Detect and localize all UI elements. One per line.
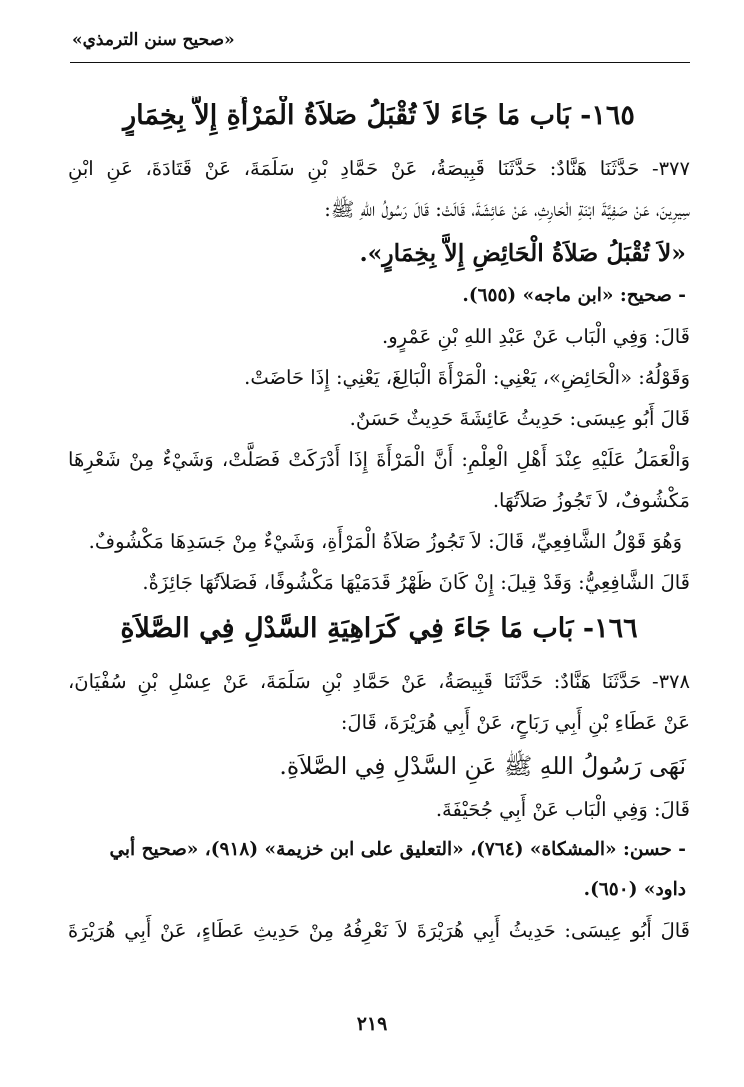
note-377-1: قَالَ: وَفِي الْبَاب عَنْ عَبْدِ اللهِ بْنِ عَمْرٍو.	[382, 325, 690, 348]
isnad-377-line-1: ٣٧٧- حَدَّثَنَا هَنَّادٌ: حَدَّثَنَا قَبِيصَةُ، عَنْ حَمَّادِ بْنِ سَلَمَةَ، عَنْ قَتَادَةَ، عَنِ ابْنِ	[68, 157, 690, 180]
running-title: «صحيح سنن الترمذي»	[72, 30, 235, 50]
matn-378: نَهَى رَسُولُ اللهِ ﷺ عَنِ السَّدْلِ فِي الصَّلاَةِ.	[279, 752, 686, 780]
abu-isa-378: قَالَ أَبُو عِيسَى: حَدِيثُ أَبِي هُرَيْرَةَ لاَ نَعْرِفُهُ مِنْ حَدِيثِ عَطَاءٍ، عَنْ أَبِي هُرَيْرَةَ	[68, 919, 690, 942]
fiqh-377-line-1: وَالْعَمَلُ عَلَيْهِ عِنْدَ أَهْلِ الْعِلْمِ: أَنَّ الْمَرْأَةَ إِذَا أَدْرَكَتْ فَصَلَّتْ، وَشَيْءٌ مِنْ شَعْرِهَا	[68, 448, 690, 471]
page-content	[68, 92, 690, 951]
header-rule	[70, 62, 690, 63]
grade-378-line-1: - حسن: «المشكاة» (٧٦٤)، «التعليق على ابن خزيمة» (٩١٨)، «صحيح أبي	[109, 839, 686, 860]
isnad-377-line-2: سِيرِينَ، عَنْ صَفِيَّةَ ابْنَةِ الْحَارِثِ، عَنْ عَائِشَةَ، قَالَتْ: قَالَ رَسُولُ اللهِ ﷺ:	[324, 198, 690, 221]
shafii-377-line-1: وَهُوَ قَوْلُ الشَّافِعِيِّ، قَالَ: لاَ تَجُوزُ صَلاَةُ الْمَرْأَةِ، وَشَيْءٌ مِنْ جَسَدِهَا مَكْشُوفٌ.	[88, 530, 682, 553]
isnad-378-line-2: عَنْ عَطَاءِ بْنِ أَبِي رَبَاحٍ، عَنْ أَبِي هُرَيْرَةَ، قَالَ:	[340, 711, 690, 734]
isnad-378-line-1: ٣٧٨- حَدَّثَنَا هَنَّادٌ: حَدَّثَنَا قَبِيصَةُ، عَنْ حَمَّادِ بْنِ سَلَمَةَ، عَنْ عِسْلِ بْنِ سُفْيَانَ،	[68, 670, 690, 693]
note-377-3: قَالَ أَبُو عِيسَى: حَدِيثُ عَائِشَةَ حَدِيثٌ حَسَنٌ.	[349, 407, 690, 430]
chapter-heading-166: ١٦٦- بَاب مَا جَاءَ فِي كَرَاهِيَةِ السَّدْلِ فِي الصَّلاَةِ	[120, 613, 638, 644]
grade-377: - صحيح: «ابن ماجه» (٦٥٥).	[462, 285, 686, 306]
note-377-2: وَقَوْلُهُ: «الْحَائِضِ»، يَعْنِي: الْمَرْأَةَ الْبَالِغَ، يَعْنِي: إِذَا حَاضَتْ.	[244, 366, 690, 389]
chapter-heading-165: ١٦٥- بَاب مَا جَاءَ لاَ تُقْبَلُ صَلاَةُ الْمَرْأَةِ إِلاَّ بِخِمَارٍ	[123, 100, 635, 131]
fiqh-377-line-2: مَكْشُوفٌ، لاَ تَجُوزُ صَلاَتُهَا.	[492, 489, 690, 512]
grade-378-line-2: داود» (٦٥٠).	[583, 879, 686, 900]
page-number: ٢١٩	[356, 1013, 388, 1035]
shafii-377-line-2: قَالَ الشَّافِعِيُّ: وَقَدْ قِيلَ: إِنْ كَانَ ظَهْرُ قَدَمَيْهَا مَكْشُوفًا، فَصَلاَتُهَا جَائِزَةٌ.	[142, 571, 690, 594]
matn-377: «لاَ تُقْبَلُ صَلاَةُ الْحَائِضِ إِلاَّ بِخِمَارٍ».	[359, 239, 686, 267]
note-378: قَالَ: وَفِي الْبَاب عَنْ أَبِي جُحَيْفَةَ.	[435, 798, 690, 821]
